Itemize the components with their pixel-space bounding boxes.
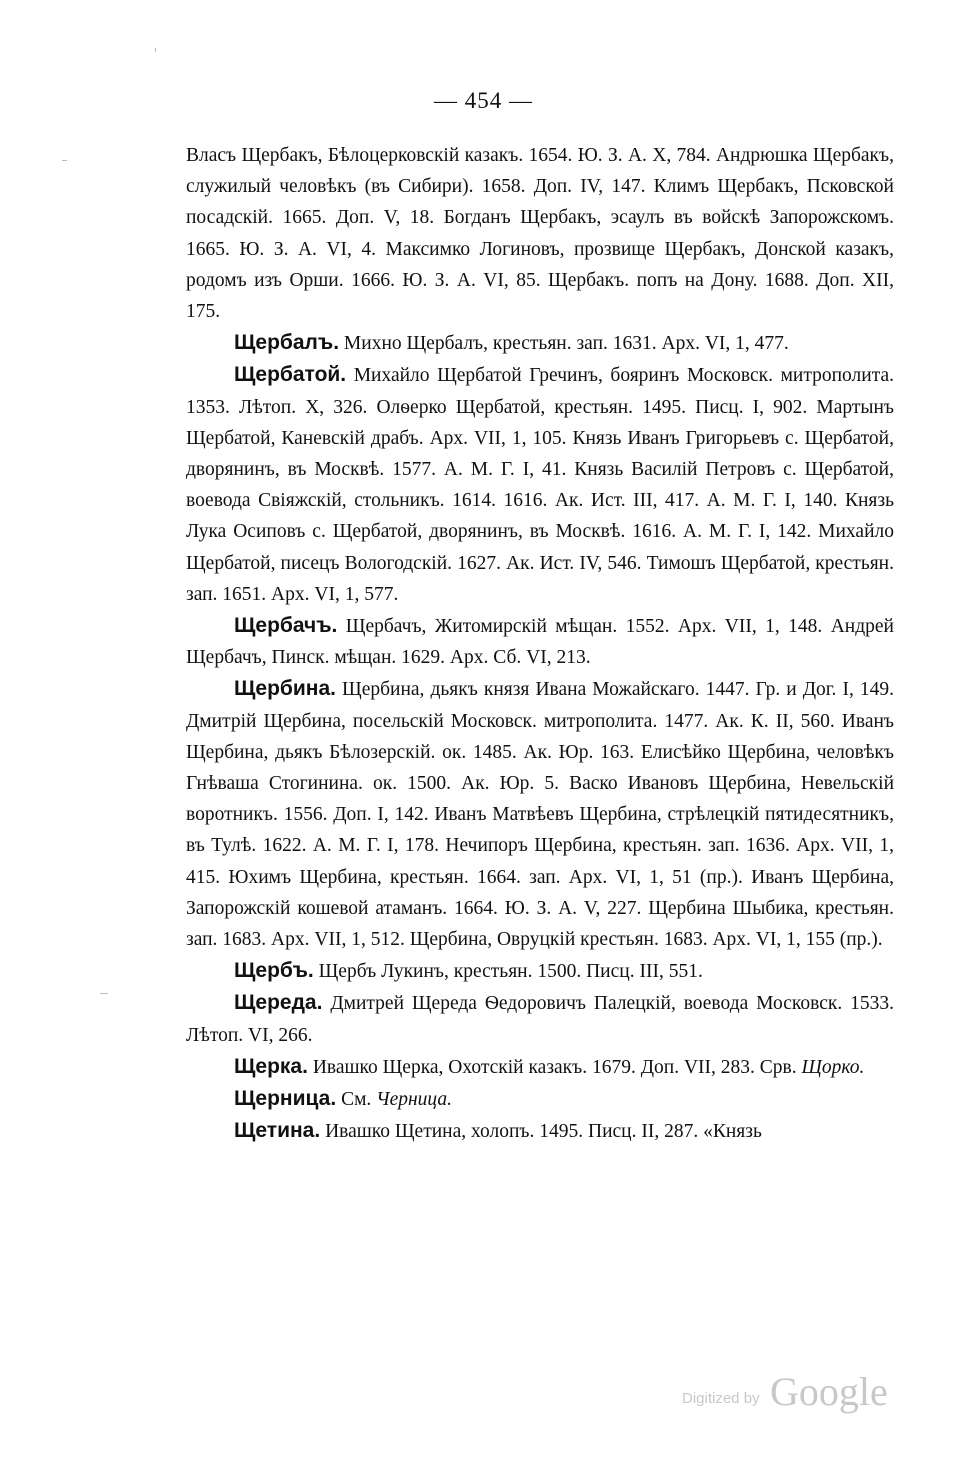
entry-headword: Щетина. [234, 1119, 321, 1143]
entry-text: Щербъ Лукинъ, крестьян. 1500. Писц. III, 551. [313, 961, 703, 983]
entry-paragraph [186, 610, 894, 673]
entry-paragraph [186, 140, 894, 327]
entry-headword: Щереда. [234, 991, 323, 1015]
entry-paragraph [186, 327, 894, 359]
entry-paragraph [186, 955, 894, 987]
watermark-logo: Google [770, 1369, 888, 1414]
dictionary-text [186, 140, 894, 1148]
entry-text: Щербачъ, Житомирскій мѣщан. 1552. Арх. VII, 1, 148. Андрей Щербачъ, Пинск. мѣщан. 1629. Арх. Сб. VI, 213. [186, 616, 894, 669]
entry-paragraph [186, 987, 894, 1050]
entry-paragraph [186, 1083, 894, 1115]
entry-headword: Щерка. [234, 1054, 308, 1078]
scan-mark [100, 993, 108, 994]
page-number: — 454 — [434, 88, 533, 113]
entry-text: Власъ Щербакъ, Бѣлоцерковскій казакъ. 1654. Ю. З. А. X, 784. Андрюшка Щербакъ, служилый человѣкъ (въ Сибири). 1658. Доп. IV, 147. Климъ Щербакъ, Псковской посадскій. 1665. Доп. V, 18. Богданъ Щербакъ, эсаулъ въ войскѣ Запорожскомъ. 1665. Ю. З. А. VI, 4. Максимко Логиновъ, прозвище Щербакъ, Донской казакъ, родомъ изъ Орши. 1666. Ю. З. А. VI, 85. Щербакъ. попъ на Дону. 1688. Доп. XII, 175. [186, 145, 894, 323]
entry-text: См. [336, 1089, 377, 1111]
cross-reference: Черница. [376, 1089, 453, 1111]
entry-headword: Щербина. [234, 677, 336, 701]
entry-paragraph [186, 673, 894, 955]
entry-text: Дмитрей Щереда Ѳедоровичъ Палецкій, воевода Московск. 1533. Лѣтоп. VI, 266. [186, 993, 894, 1046]
scan-mark [155, 48, 156, 52]
entry-paragraph [186, 359, 894, 610]
cross-reference: Щорко. [801, 1056, 865, 1078]
digitized-watermark [682, 1368, 892, 1424]
entry-paragraph [186, 1115, 894, 1147]
entry-paragraph [186, 1051, 894, 1083]
scan-mark [62, 160, 67, 161]
entry-text: Ивашко Щетина, холопъ. 1495. Писц. II, 287. «Князь [320, 1121, 762, 1143]
entry-text: Ивашко Щерка, Охотскій казакъ. 1679. Доп. VII, 283. Срв. [307, 1056, 802, 1078]
entry-headword: Щерница. [234, 1087, 337, 1111]
entry-headword: Щербъ. [234, 959, 314, 983]
entry-text: Щербина, дьякъ князя Ивана Можайскаго. 1447. Гр. и Дог. I, 149. Дмитрій Щербина, посельскій Московск. митрополита. 1477. Ак. К. II, 560. Иванъ Щербина, дьякъ Бѣлозерскій. ок. 1485. Ак. Юр. 163. Елисѣйко Щербина, человѣкъ Гнѣваша Стогинина. ок. 1500. Ак. Юр. 5. Васко Ивановъ Щербина, Невельскій воротникъ. 1556. Доп. I, 142. Иванъ Матвѣевъ Щербина, стрѣлецкій пятидесятникъ, въ Тулѣ. 1622. А. М. Г. I, 178. Нечипоръ Щербина, крестьян. зап. 1636. Арх. VII, 1, 415. Юхимъ Щербина, крестьян. 1664. зап. Арх. VI, 1, 51 (пр.). Иванъ Щербина, Запорожскій кошевой атаманъ. 1664. Ю. З. А. V, 227. Щербина Шыбика, крестьян. зап. 1683. Арх. VII, 1, 512. Щербина, Овруцкій крестьян. 1683. Арх. VI, 1, 155 (пр.). [186, 679, 894, 951]
entry-headword: Щербачъ. [234, 614, 338, 638]
entry-text: Михайло Щербатой Гречинъ, бояринъ Московск. митрополита. 1353. Лѣтоп. X, 326. Олѳерко Щербатой, крестьян. 1495. Писц. I, 902. Мартынъ Щербатой, Каневскій драбъ. Арх. VII, 1, 105. Князь Иванъ Григорьевъ с. Щербатой, дворянинъ, въ Москвѣ. 1577. А. М. Г. I, 41. Князь Василій Петровъ с. Щербатой, воевода Свіяжскій, стольникъ. 1614. 1616. Ак. Ист. III, 417. А. М. Г. I, 140. Князь Лука Осиповъ с. Щербатой, дворянинъ, въ Москвѣ. 1616. А. М. Г. I, 142. Михайло Щербатой, писецъ Вологодскій. 1627. Ак. Ист. IV, 546. Тимошъ Щербатой, крестьян. зап. 1651. Арх. VI, 1, 577. [186, 365, 894, 605]
entry-headword: Щербатой. [234, 363, 347, 387]
watermark-small-text: Digitized by [682, 1390, 760, 1407]
entry-text: Михно Щербалъ, крестьян. зап. 1631. Арх. VI, 1, 477. [339, 333, 789, 355]
entry-headword: Щербалъ. [234, 331, 340, 355]
